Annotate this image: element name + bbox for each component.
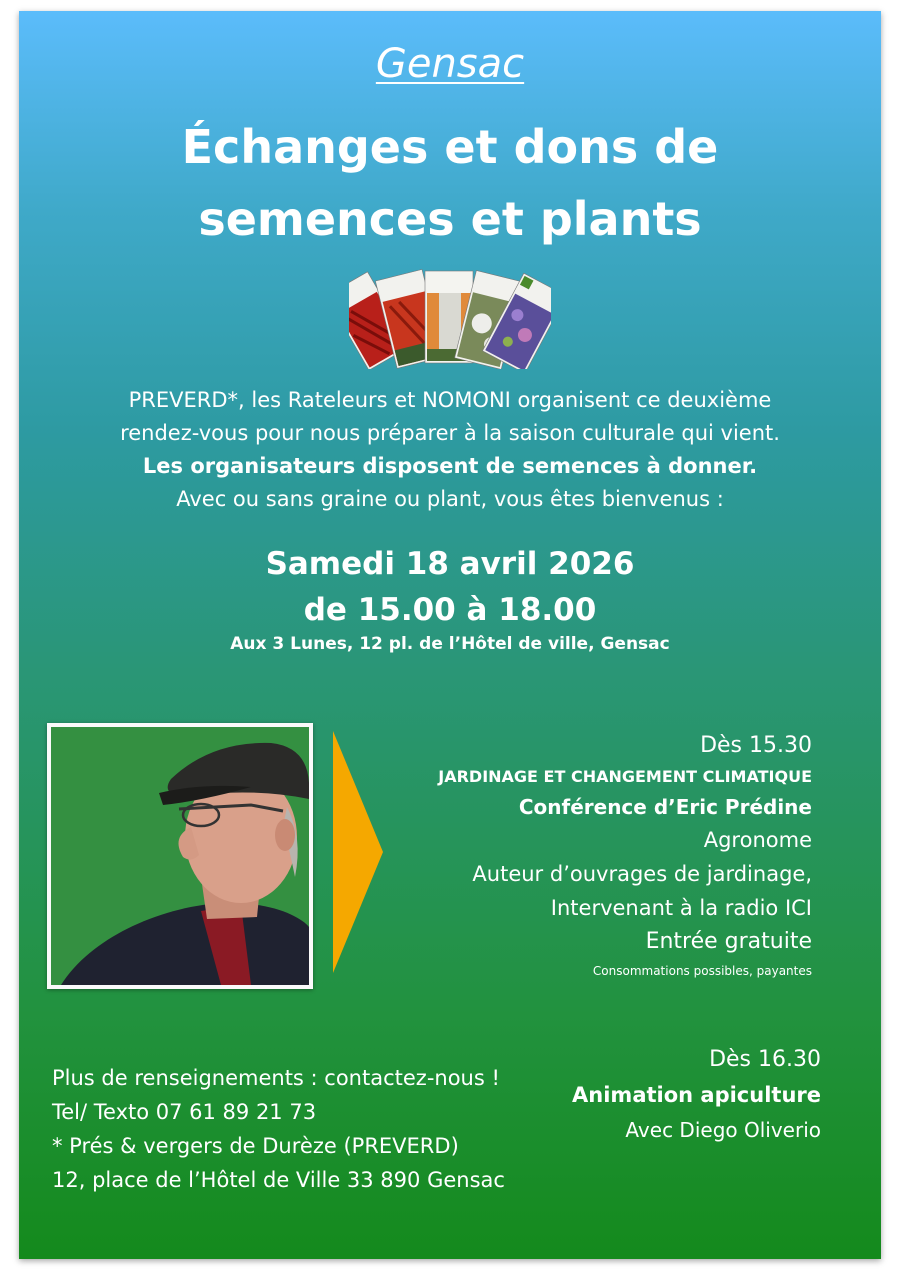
speaker-portrait-image [51,727,309,985]
event-hours: de 15.00 à 18.00 [303,592,597,628]
title-line-2: semences et plants [198,192,702,246]
event-date-block [19,541,881,633]
beekeeping-title: Animation apiculture [572,1083,821,1107]
event-place: Aux 3 Lunes, 12 pl. de l’Hôtel de ville, Gensac [230,634,670,654]
event-title [19,111,881,255]
conference-topic: JARDINAGE ET CHANGEMENT CLIMATIQUE [438,767,812,786]
entry-info: Entrée gratuite [645,929,812,954]
speaker-role-3: Intervenant à la radio ICI [550,896,812,920]
poster [19,11,881,1259]
conference-speaker: Conférence d’Eric Prédine [518,795,812,819]
speaker-role-1: Agronome [703,828,812,852]
conference-time: Dès 15.30 [700,733,812,758]
speaker-role-2: Auteur d’ouvrages de jardinage, [472,862,812,886]
title-line-1: Échanges et dons de [181,120,719,174]
beekeeping-block [572,1043,821,1147]
contact-address: 12, place de l’Hôtel de Ville 33 890 Gensac [52,1168,505,1192]
consumption-note: Consommations possibles, payantes [592,964,812,978]
conference-block [342,729,812,983]
intro-line-1: PREVERD*, les Rateleurs et NOMONI organisent ce deuxième [128,388,772,412]
seed-packets-image [349,257,551,369]
event-date: Samedi 18 avril 2026 [265,546,635,582]
contact-block [52,1061,505,1197]
contact-phone: Tel/ Texto 07 61 89 21 73 [52,1100,317,1124]
intro-line-3: Les organisateurs disposent de semences à donner. [142,454,758,478]
intro-line-4: Avec ou sans graine ou plant, vous êtes bienvenus : [176,487,724,511]
contact-line-1: Plus de renseignements : contactez-nous ! [52,1066,500,1090]
contact-organisation: * Prés & vergers de Durèze (PREVERD) [52,1134,459,1158]
speaker-photo [47,723,313,989]
town-heading: Gensac [375,41,525,87]
intro-text [19,384,881,516]
intro-line-2: rendez-vous pour nous préparer à la saison culturale qui vient. [120,421,780,445]
beekeeping-host: Avec Diego Oliverio [625,1118,821,1142]
beekeeping-time: Dès 16.30 [709,1047,821,1072]
